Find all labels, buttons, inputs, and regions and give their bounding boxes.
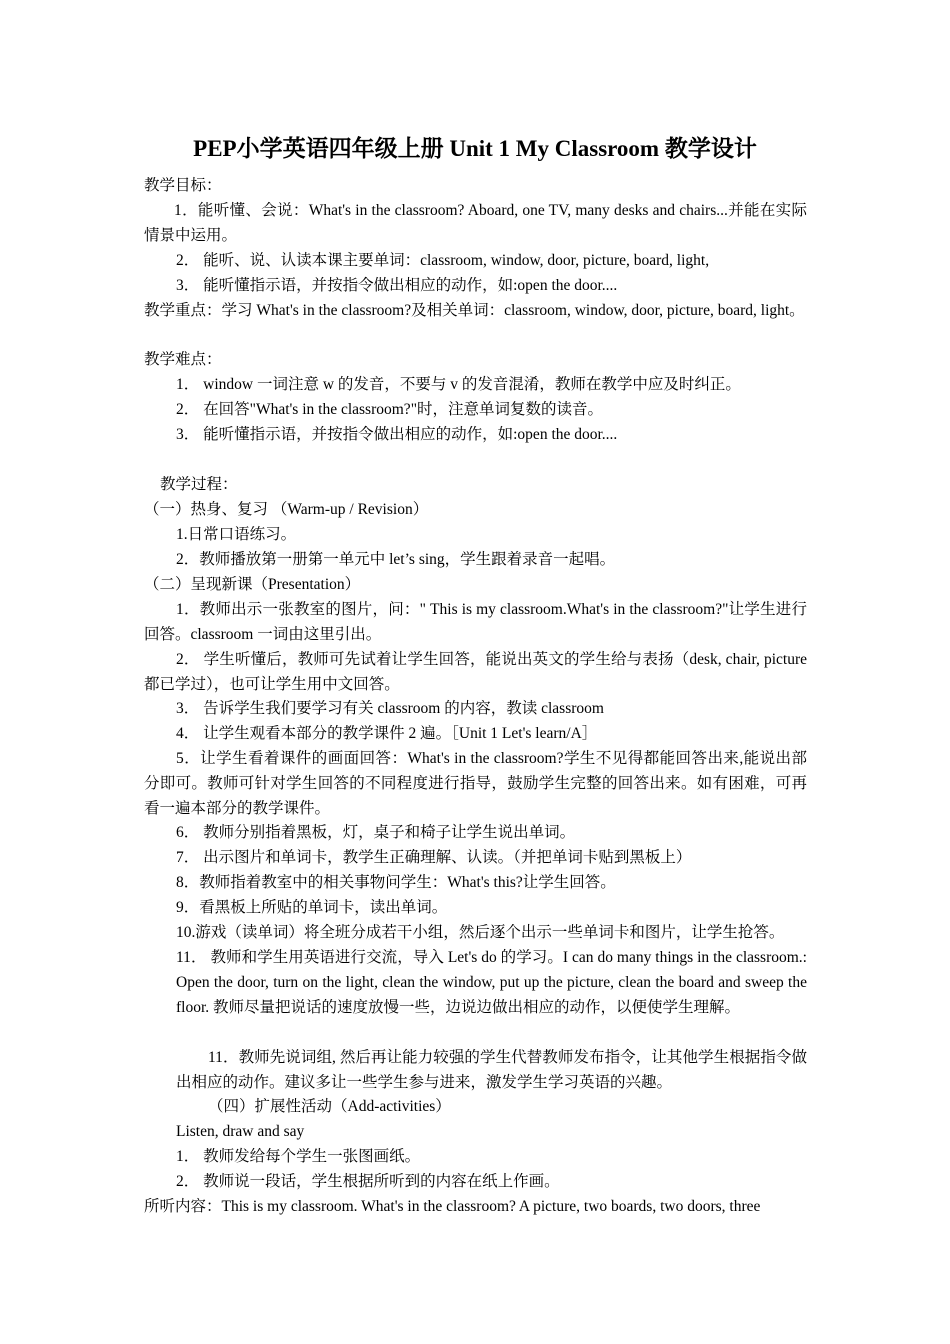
difficulties-heading: 教学难点： xyxy=(144,351,222,368)
presentation-item-6: 6． 教师分别指着黑板，灯，桌子和椅子让学生说出单词。 xyxy=(176,824,576,841)
extension-item-2: 2． 教师说一段话，学生根据所听到的内容在纸上作画。 xyxy=(176,1173,560,1190)
goal-item-3: 3． 能听懂指示语，并按指令做出相应的动作，如:open the door.... xyxy=(176,277,618,294)
extension-heading: （四）扩展性活动（Add-activities） xyxy=(208,1098,451,1115)
presentation-item-4: 4． 让学生观看本部分的教学课件 2 遍。［Unit 1 Let's learn/A］ xyxy=(176,725,598,742)
extension-item-1: 1． 教师发给每个学生一张图画纸。 xyxy=(176,1148,421,1165)
presentation-item-9: 9．看黑板上所贴的单词卡，读出单词。 xyxy=(176,899,448,916)
difficulty-item-1: 1． window 一词注意 w 的发音，不要与 v 的发音混淆，教师在教学中应及时纠正。 xyxy=(176,376,741,393)
presentation-item-5: 5．让学生看着课件的画面回答：What's in the classroom?学生不见得都能回答出来,能说出部分即可。教师可针对学生回答的不同程度进行指导，鼓励学生完整的回答出来。如有困难，可再看一遍本部分的教学课件。 xyxy=(144,750,807,817)
warmup-item-2: 2．教师播放第一册第一单元中 let’s sing，学生跟着录音一起唱。 xyxy=(176,551,616,568)
presentation-item-11b: 11．教师先说词组, 然后再让能力较强的学生代替教师发布指令，让其他学生根据指令做出相应的动作。建议多让一些学生参与进来，激发学生学习英语的兴趣。 xyxy=(176,1049,807,1091)
goal-item-1: 1．能听懂、会说：What's in the classroom? Aboard, one TV, many desks and chairs...并能在实际情景中运用。 xyxy=(144,202,807,244)
difficulty-item-3: 3． 能听懂指示语，并按指令做出相应的动作，如:open the door.... xyxy=(176,426,618,443)
listening-content: 所听内容：This is my classroom. What's in the classroom? A picture, two boards, two doors, three xyxy=(144,1198,761,1215)
process-heading: 教学过程： xyxy=(160,476,238,493)
presentation-item-11: 11． 教师和学生用英语进行交流，导入 Let's do 的学习。I can do many things in the classroom.: Open the door, turn on the light, clean the window, put up the picture, clean the board and sweep the floor. 教师尽量把说话的速度放慢一些，边说边做出相应的动作，以便使学生理解。 xyxy=(176,949,807,1016)
extension-subheading: Listen, draw and say xyxy=(176,1123,305,1140)
presentation-item-1: 1．教师出示一张教室的图片，问：" This is my classroom.What's in the classroom?"让学生进行回答。classroom 一词由这里引出。 xyxy=(144,601,807,643)
warmup-item-1: 1.日常口语练习。 xyxy=(176,526,297,543)
presentation-item-10: 10.游戏（读单词）将全班分成若干小组，然后逐个出示一些单词卡和图片，让学生抢答。 xyxy=(176,924,785,941)
presentation-item-8: 8．教师指着教室中的相关事物问学生：What's this?让学生回答。 xyxy=(176,874,616,891)
presentation-item-2: 2． 学生听懂后，教师可先试着让学生回答，能说出英文的学生给与表扬（desk, chair, picture 都已学过），也可让学生用中文回答。 xyxy=(144,651,807,693)
difficulty-item-2: 2． 在回答"What's in the classroom?"时，注意单词复数的读音。 xyxy=(176,401,604,418)
document-title: PEP小学英语四年级上册 Unit 1 My Classroom 教学设计 xyxy=(193,136,757,161)
goal-item-2: 2． 能听、说、认读本课主要单词：classroom, window, door, picture, board, light, xyxy=(176,252,710,269)
presentation-item-7: 7． 出示图片和单词卡，教学生正确理解、认读。（并把单词卡贴到黑板上） xyxy=(176,849,692,866)
key-points: 教学重点：学习 What's in the classroom?及相关单词：classroom, window, door, picture, board, light。 xyxy=(144,302,805,319)
goals-heading: 教学目标： xyxy=(144,177,222,194)
presentation-item-3: 3． 告诉学生我们要学习有关 classroom 的内容，教读 classroom xyxy=(176,700,604,717)
warmup-heading: （一）热身、复习 （Warm-up / Revision） xyxy=(144,501,429,518)
presentation-heading: （二）呈现新课（Presentation） xyxy=(144,576,361,593)
